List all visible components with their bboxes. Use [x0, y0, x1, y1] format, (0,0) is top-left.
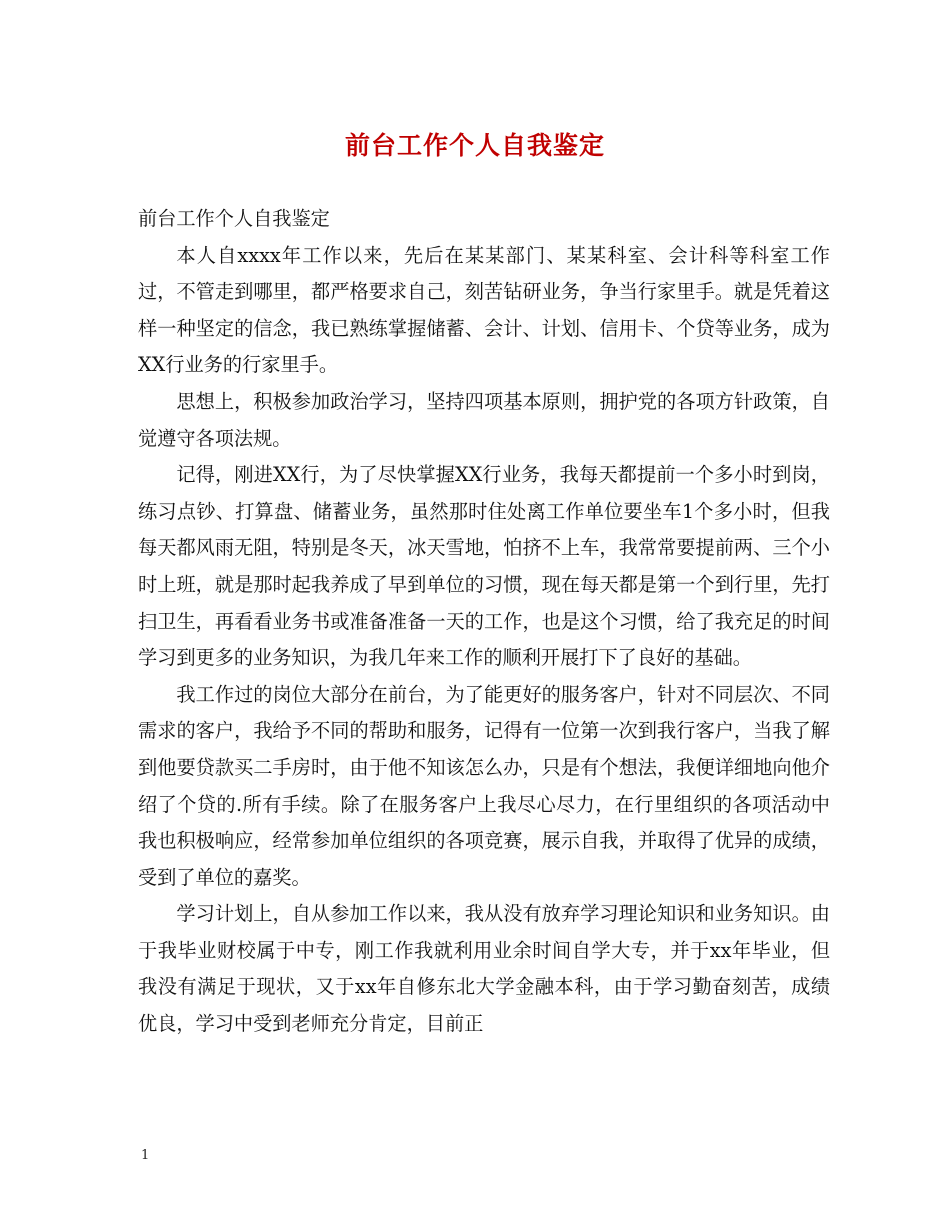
document-body [138, 201, 830, 1043]
document-title: 前台工作个人自我鉴定 [344, 131, 605, 160]
paragraph-1: 本人自xxxx年工作以来，先后在某某部门、某某科室、会计科等科室工作过，不管走到哪里，都严格要求自己，刻苦钻研业务，争当行家里手。就是凭着这样一种坚定的信念，我已熟练掌握储蓄、会计、计划、信用卡、个贷等业务，成为XX行业务的行家里手。 [138, 243, 830, 377]
paragraph-4: 我工作过的岗位大部分在前台，为了能更好的服务客户，针对不同层次、不同需求的客户，我给予不同的帮助和服务，记得有一位第一次到我行客户，当我了解到他要贷款买二手房时，由于他不知该怎么办，只是有个想法，我便详细地向他介绍了个贷的.所有手续。除了在服务客户上我尽心尽力，在行里组织的各项活动中我也积极响应，经常参加单位组织的各项竞赛，展示自我，并取得了优异的成绩，受到了单位的嘉奖。 [138, 682, 830, 889]
paragraph-5: 学习计划上，自从参加工作以来，我从没有放弃学习理论知识和业务知识。由于我毕业财校属于中专，刚工作我就利用业余时间自学大专，并于xx年毕业，但我没有满足于现状，又于xx年自修东北大学金融本科，由于学习勤奋刻苦，成绩优良，学习中受到老师充分肯定，目前正 [138, 902, 830, 1036]
document-subtitle: 前台工作个人自我鉴定 [138, 207, 330, 230]
paragraph-3: 记得，刚进XX行，为了尽快掌握XX行业务，我每天都提前一个多小时到岗，练习点钞、打算盘、储蓄业务，虽然那时住处离工作单位要坐车1个多小时，但我每天都风雨无阻，特别是冬天，冰天雪地，怕挤不上车，我常常要提前两、三个小时上班，就是那时起我养成了早到单位的习惯，现在每天都是第一个到行里，先打扫卫生，再看看业务书或准备准备一天的工作，也是这个习惯，给了我充足的时间学习到更多的业务知识，为我几年来工作的顺利开展打下了良好的基础。 [138, 463, 830, 670]
paragraph-2: 思想上，积极参加政治学习，坚持四项基本原则，拥护党的各项方针政策，自觉遵守各项法规。 [138, 389, 830, 450]
page-number: 1 [141, 1148, 150, 1163]
